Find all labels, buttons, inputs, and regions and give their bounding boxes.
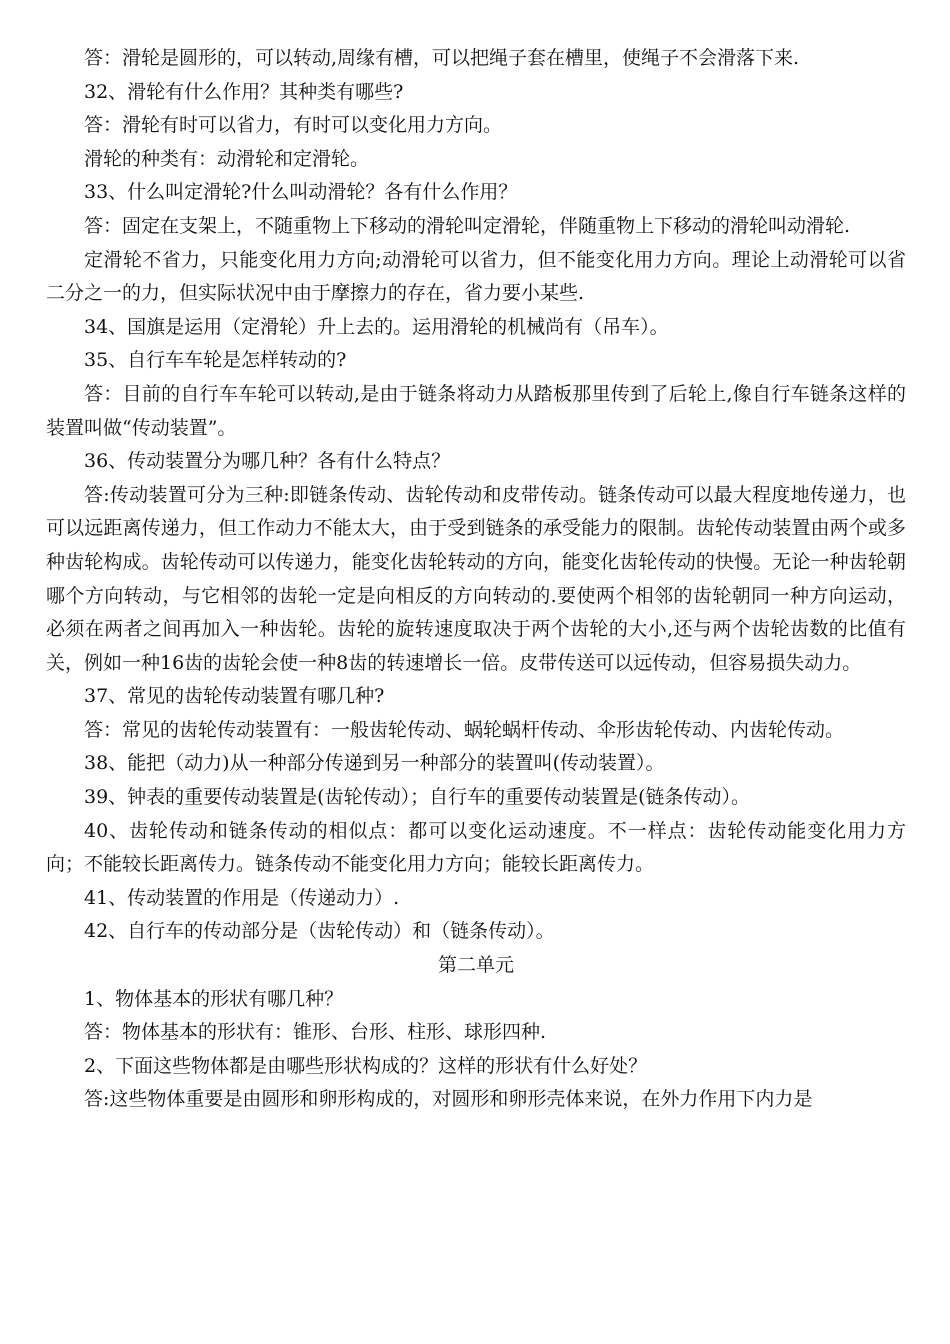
unit2-question-2: 2、下面这些物体都是由哪些形状构成的？这样的形状有什么好处？ <box>84 1054 648 1077</box>
item-39: 39、钟表的重要传动装置是(齿轮传动）；自行车的重要传动装置是(链条传动）。 <box>84 786 751 809</box>
item-40: 40、齿轮传动和链条传动的相似点：都可以变化运动速度。不一样点：齿轮传动能变化用力方向；不能较长距离传力。链条传动不能变化用力方向；能较长距离传力。 <box>46 819 906 876</box>
answer-32: 答：滑轮有时可以省力，有时可以变化用力方向。 <box>84 114 503 137</box>
unit2-answer-2: 答:这些物体重要是由圆形和卵形构成的，对圆形和卵形壳体来说，在外力作用下内力是 <box>84 1088 813 1111</box>
question-35: 35、自行车车轮是怎样转动的? <box>84 349 347 372</box>
item-42: 42、自行车的传动部分是（齿轮传动）和（链条传动）。 <box>84 920 555 943</box>
unit2-answer-1: 答：物体基本的形状有：锥形、台形、柱形、球形四种. <box>84 1021 547 1044</box>
answer-32-types: 滑轮的种类有：动滑轮和定滑轮。 <box>84 147 370 170</box>
question-37: 37、常见的齿轮传动装置有哪几种? <box>84 685 385 708</box>
answer-35: 答：目前的自行车车轮可以转动,是由于链条将动力从踏板那里传到了后轮上,像自行车链条这样的装置叫做“传动装置”。 <box>46 382 906 439</box>
answer-31-pulley-shape: 答：滑轮是圆形的，可以转动,周缘有槽，可以把绳子套在槽里，使绳子不会滑落下来. <box>84 47 800 69</box>
item-34: 34、国旗是运用（定滑轮）升上去的。运用滑轮的机械尚有（吊车）。 <box>84 315 669 338</box>
answer-33-function: 定滑轮不省力，只能变化用力方向;动滑轮可以省力，但不能变化用力方向。理论上动滑轮可以省二分之一的力，但实际状况中由于摩擦力的存在，省力要小某些. <box>46 248 906 305</box>
answer-33-definition: 答：固定在支架上，不随重物上下移动的滑轮叫定滑轮，伴随重物上下移动的滑轮叫动滑轮. <box>84 214 851 237</box>
unit2-question-1: 1、物体基本的形状有哪几种？ <box>84 987 344 1010</box>
item-38: 38、能把（动力)从一种部分传递到另一种部分的装置叫(传动装置）。 <box>84 752 665 775</box>
question-36: 36、传动装置分为哪几种？各有什么特点？ <box>84 450 451 473</box>
section-title: 第二单元 <box>437 954 514 977</box>
answer-36: 答:传动装置可分为三种:即链条传动、齿轮传动和皮带传动。链条传动可以最大程度地传递力，也可以远距离传递力，但工作动力不能太大，由于受到链条的承受能力的限制。齿轮传动装置由两个或多种齿轮构成。齿轮传动可以传递力，能变化齿轮转动的方向，能变化齿轮传动的快慢。无论一种齿轮朝哪个方向转动，与它相邻的齿轮一定是向相反的方向转动的.要使两个相邻的齿轮朝同一种方向运动，必须在两者之间再加入一种齿轮。齿轮的旋转速度取决于两个齿轮的大小,还与两个齿轮齿数的比值有关，例如一种16齿的齿轮会使一种8齿的转速增长一倍。皮带传送可以远传动，但容易损失动力。 <box>46 483 906 674</box>
item-41: 41、传动装置的作用是（传递动力）. <box>84 886 400 909</box>
answer-37: 答：常见的齿轮传动装置有：一般齿轮传动、蜗轮蜗杆传动、伞形齿轮传动、内齿轮传动。 <box>84 718 845 741</box>
question-33: 33、什么叫定滑轮?什么叫动滑轮？各有什么作用？ <box>84 181 518 204</box>
question-32: 32、滑轮有什么作用？其种类有哪些? <box>84 80 404 103</box>
